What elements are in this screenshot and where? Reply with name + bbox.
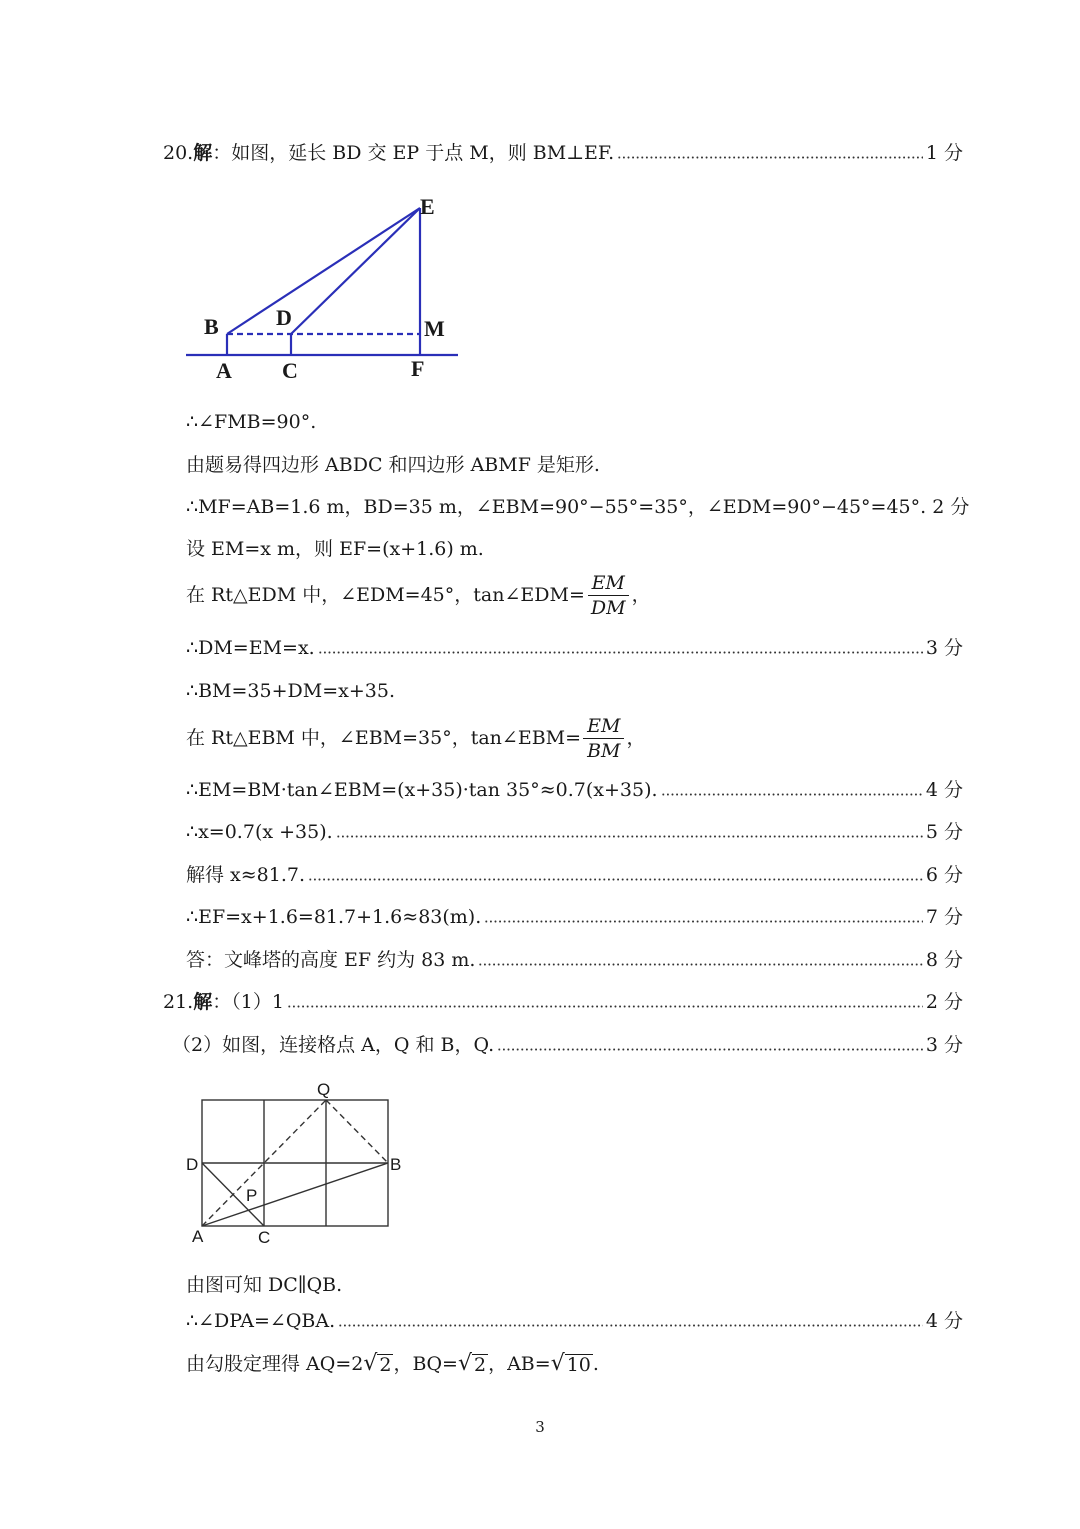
leader-dots [661, 793, 923, 796]
line-solve [186, 858, 963, 892]
line-ef [186, 900, 963, 934]
leader-dots [478, 963, 922, 966]
solution-label: 解 [193, 991, 213, 1013]
label-e: E [420, 194, 435, 219]
label-d: D [186, 1155, 199, 1174]
line-solve-text: 解得 x≈81.7. [186, 864, 306, 886]
period: . [592, 1353, 599, 1375]
segment-de [291, 208, 420, 334]
line-answer-text: 答：文峰塔的高度 EF 约为 83 m. [186, 949, 476, 971]
line-dm-text: ∴DM=EM=x. [186, 637, 315, 659]
leader-dots [338, 1324, 923, 1327]
line-angle [186, 1304, 963, 1338]
score-3: 3 分 [925, 637, 963, 659]
label-c: C [258, 1228, 271, 1247]
segment-be [227, 208, 420, 334]
label-d: D [276, 305, 292, 330]
label-a: A [216, 358, 232, 383]
fraction-em-dm [587, 571, 630, 620]
label-f: F [411, 356, 425, 381]
line-rectangles: 由题易得四边形 ABDC 和四边形 ABMF 是矩形. [186, 454, 600, 476]
segment-ab [202, 1163, 388, 1226]
score-p21-4: 4 分 [925, 1310, 963, 1332]
comma: ， [626, 727, 646, 749]
line-tan-edm [186, 566, 651, 624]
pythagoras-ab: ，AB= [488, 1353, 551, 1375]
part-1-answer: ：（1）1 [212, 991, 284, 1013]
problem-20-intro: ：如图，延长 BD 交 EP 于点 M，则 BM⊥EF. [212, 142, 615, 164]
leader-dots [336, 835, 923, 838]
line-pythagoras [186, 1347, 599, 1381]
segment-qb [326, 1100, 388, 1163]
line-answer [186, 943, 963, 977]
label-b: B [390, 1155, 402, 1174]
line-ef-text: ∴EF=x+1.6=81.7+1.6≈83(m). [186, 906, 482, 928]
tower-diagram [180, 188, 470, 388]
line-fmb: ∴∠FMB=90°. [186, 411, 317, 433]
label-p: P [246, 1186, 258, 1205]
label-q: Q [317, 1080, 331, 1099]
solution-label: 解 [193, 142, 213, 164]
line-x-eq-text: ∴x=0.7(x +35). [186, 821, 333, 843]
sqrt-10: √ 10 [550, 1351, 591, 1376]
problem-21-number: 21. [163, 991, 194, 1013]
score-2: 2 分 [932, 496, 970, 518]
denominator: DM [590, 596, 626, 619]
radicand: 10 [566, 1353, 591, 1376]
line-connect [172, 1028, 963, 1062]
radicand: 2 [473, 1353, 487, 1376]
fraction-em-bm [583, 714, 624, 763]
sqrt-2-b: √ 2 [457, 1351, 487, 1376]
grid-diagram [180, 1075, 420, 1250]
line-x-eq [186, 815, 963, 849]
sqrt-2-a: √ 2 [363, 1351, 392, 1376]
problem-20-line [163, 136, 963, 170]
pythagoras-bq: ，BQ= [393, 1353, 458, 1375]
line-em-text: ∴EM=BM·tan∠EBM=(x+35)·tan 35°≈0.7(x+35). [186, 779, 658, 801]
score-7: 7 分 [925, 906, 963, 928]
line-tan-ebm [186, 709, 646, 767]
label-c: C [282, 358, 298, 383]
score-4: 4 分 [925, 779, 963, 801]
score-p21-1: 2 分 [925, 991, 963, 1013]
label-a: A [192, 1227, 204, 1246]
line-em [186, 773, 963, 807]
line-connect-text: （2）如图，连接格点 A，Q 和 B，Q. [172, 1034, 495, 1056]
line-parallel: 由图可知 DC∥QB. [186, 1274, 343, 1296]
page-number: 3 [535, 1418, 545, 1436]
score-8: 8 分 [925, 949, 963, 971]
numerator: EM [588, 571, 629, 596]
tan-ebm-text: 在 Rt△EBM 中，∠EBM=35°，tan∠EBM= [186, 727, 582, 749]
radicand: 2 [379, 1353, 392, 1376]
pythagoras-text: 由勾股定理得 AQ=2 [186, 1353, 364, 1375]
tan-edm-text: 在 Rt△EDM 中，∠EDM=45°，tan∠EDM= [186, 584, 585, 606]
denominator: BM [587, 739, 621, 762]
score-p21-3: 3 分 [925, 1034, 963, 1056]
line-bm: ∴BM=35+DM=x+35. [186, 680, 395, 702]
score-6: 6 分 [925, 864, 963, 886]
line-mf-text: ∴MF=AB=1.6 m，BD=35 m，∠EBM=90°−55°=35°，∠EDM=90°−45°=45°. [186, 496, 927, 518]
line-angle-text: ∴∠DPA=∠QBA. [186, 1310, 336, 1332]
leader-dots [497, 1048, 923, 1051]
comma: ， [631, 584, 651, 606]
leader-dots [318, 651, 923, 654]
label-m: M [424, 316, 445, 341]
problem-20-number: 20. [163, 142, 194, 164]
score-1: 1 分 [925, 142, 963, 164]
line-dm [186, 631, 963, 665]
line-let-em: 设 EM=x m，则 EF=(x+1.6) m. [186, 538, 484, 560]
problem-21-line [163, 985, 963, 1019]
numerator: EM [583, 714, 624, 739]
line-mf [186, 490, 970, 524]
label-b: B [204, 314, 219, 339]
leader-dots [308, 878, 923, 881]
leader-dots [287, 1005, 923, 1008]
leader-dots [617, 156, 923, 159]
leader-dots [484, 920, 923, 923]
score-5: 5 分 [925, 821, 963, 843]
